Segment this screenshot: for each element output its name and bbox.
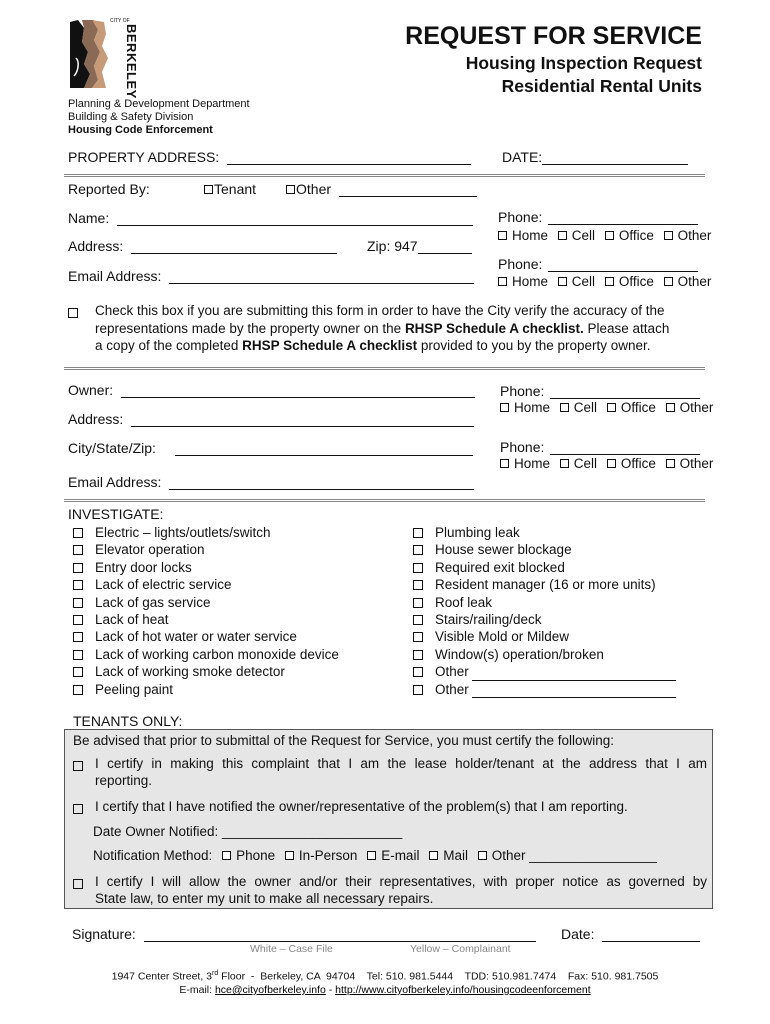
phone-field[interactable]	[548, 257, 698, 272]
other-phone-checkbox[interactable]	[664, 277, 673, 286]
email-link[interactable]: hce@cityofberkeley.info	[214, 984, 326, 996]
phone-field[interactable]	[548, 210, 698, 225]
dept-line-2: Building & Safety Division	[68, 111, 194, 123]
method-email-checkbox[interactable]	[367, 851, 376, 860]
list-item[interactable]: Elevator operation	[73, 541, 339, 558]
cert3-text: I certify I will allow the owner and/or their representatives, with proper notice as governed by State law, to enter my unit to make all necessary repairs.	[95, 874, 707, 906]
reporter-phone-2	[498, 256, 698, 272]
checkbox[interactable]	[413, 528, 423, 538]
copy-yellow: Yellow – Complainant	[410, 943, 511, 955]
cell-label: Cell	[573, 400, 598, 415]
phone-field[interactable]	[550, 384, 700, 399]
email-field[interactable]	[169, 269, 474, 284]
reporter-phone-1	[498, 209, 698, 225]
rhsp-text	[95, 302, 669, 355]
tenants-advised: Be advised that prior to submittal of the Request for Service, you must certify the following:	[73, 733, 615, 748]
investigate-left-list	[73, 524, 339, 698]
date-label: DATE:	[502, 149, 543, 165]
property-address-field[interactable]	[227, 150, 471, 165]
date-field[interactable]	[542, 150, 688, 165]
rhsp-line-2: representations made by the property owner on the RHSP Schedule A checklist. Please attach	[95, 320, 670, 336]
home-checkbox[interactable]	[500, 403, 509, 412]
tenant-label: Tenant	[214, 181, 257, 197]
name-label: Name:	[68, 210, 110, 226]
owner-phone-2-options	[500, 456, 713, 471]
property-address-row	[68, 149, 471, 165]
signature-field[interactable]	[144, 927, 536, 942]
method-mail-label: Mail	[443, 848, 468, 863]
phone-label: Phone:	[498, 256, 543, 272]
home-label: Home	[514, 400, 551, 415]
owner-address-row	[68, 411, 474, 427]
list-item[interactable]: Visible Mold or Mildew	[413, 628, 676, 645]
date-owner-notified[interactable]: Date Owner Notified: ________________________	[93, 824, 403, 839]
office-label: Office	[618, 274, 654, 289]
method-other-label[interactable]: Other _________________	[491, 848, 657, 863]
checkbox[interactable]	[413, 580, 423, 590]
reported-by-label: Reported By:	[68, 181, 150, 197]
owner-email-field[interactable]	[169, 475, 474, 490]
rhsp-line-1: Check this box if you are submitting this form in order to have the City verify the accuracy of the	[95, 303, 665, 318]
tenants-heading: TENANTS ONLY:	[73, 713, 183, 729]
dept-line-3: Housing Code Enforcement	[68, 124, 213, 136]
website-link[interactable]: http://www.cityofberkeley.info/housingcodeenforcement	[335, 984, 591, 996]
checkbox[interactable]	[413, 685, 423, 695]
address-label: Address:	[68, 238, 124, 254]
list-item[interactable]: Roof leak	[413, 594, 676, 611]
other-label: Other	[296, 181, 332, 197]
checkbox[interactable]	[73, 667, 83, 677]
other-phone-label: Other	[677, 228, 712, 243]
tenant-option[interactable]	[204, 181, 256, 197]
method-mail-checkbox[interactable]	[429, 851, 438, 860]
checkbox[interactable]	[413, 545, 423, 555]
home-label: Home	[512, 228, 549, 243]
tenant-checkbox[interactable]	[204, 185, 213, 194]
email-label: Email Address:	[68, 268, 162, 284]
divider	[64, 174, 705, 177]
reporter-email-row	[68, 268, 474, 284]
method-label: Notification Method:	[93, 848, 213, 863]
owner-city-row	[68, 440, 473, 456]
dept-line-1: Planning & Development Department	[68, 98, 250, 110]
logo-city-of: CITY OF	[110, 18, 130, 24]
footer-address: 1947 Center Street, 3rd Floor - Berkeley, CA 94704 Tel: 510. 981.5444 TDD: 510.981.7474 Fax: 510. 981.7505	[111, 970, 659, 983]
owner-city-label: City/State/Zip:	[68, 440, 156, 456]
phone-field[interactable]	[550, 440, 700, 455]
checkbox[interactable]	[73, 632, 83, 642]
phone-2-options	[498, 274, 711, 289]
owner-address-label: Address:	[68, 411, 124, 427]
method-other-checkbox[interactable]	[478, 851, 487, 860]
method-phone-checkbox[interactable]	[222, 851, 231, 860]
office-checkbox[interactable]	[607, 459, 616, 468]
home-checkbox[interactable]	[498, 277, 507, 286]
list-item[interactable]: Peeling paint	[73, 681, 339, 698]
list-item[interactable]: Lack of working smoke detector	[73, 663, 339, 680]
zip-label: Zip: 947	[367, 238, 418, 254]
rhsp-checkbox[interactable]	[68, 304, 86, 322]
other-phone-checkbox[interactable]	[666, 459, 675, 468]
owner-email-label: Email Address:	[68, 474, 162, 490]
checkbox[interactable]	[413, 598, 423, 608]
list-item[interactable]: Electric – lights/outlets/switch	[73, 524, 339, 541]
list-item[interactable]: Resident manager (16 or more units)	[413, 576, 676, 593]
city-logo	[68, 18, 139, 99]
list-item[interactable]: Lack of electric service	[73, 576, 339, 593]
phone-label: Phone:	[500, 439, 545, 455]
checkbox[interactable]	[73, 615, 83, 625]
checkbox[interactable]	[413, 615, 423, 625]
other-phone-label: Other	[679, 456, 714, 471]
checkbox[interactable]	[413, 667, 423, 677]
name-field[interactable]	[117, 211, 473, 226]
page-title: REQUEST FOR SERVICE	[405, 22, 702, 50]
list-item[interactable]: Lack of heat	[73, 611, 339, 628]
checkbox[interactable]	[413, 650, 423, 660]
home-label: Home	[512, 274, 549, 289]
footer-contact: E-mail: hce@cityofberkeley.info - http://www.cityofberkeley.info/housingcodeenforcement	[179, 984, 591, 996]
cert2-checkbox[interactable]	[73, 800, 91, 818]
cell-label: Cell	[571, 274, 596, 289]
owner-label: Owner:	[68, 382, 114, 398]
cert2-text: I certify that I have notified the owner/representative of the problem(s) that I am reporting.	[95, 799, 628, 814]
list-item[interactable]: Entry door locks	[73, 559, 339, 576]
owner-address-field[interactable]	[131, 412, 474, 427]
checkbox[interactable]	[73, 563, 83, 573]
cell-checkbox[interactable]	[560, 459, 569, 468]
logo-berkeley: BERKELEY	[124, 24, 139, 99]
other-option[interactable]	[286, 181, 477, 197]
signature-date-row	[561, 926, 700, 942]
list-item[interactable]: Other	[413, 663, 676, 680]
cert1-checkbox[interactable]	[73, 757, 91, 775]
method-email-label: E-mail	[381, 848, 420, 863]
home-checkbox[interactable]	[500, 459, 509, 468]
office-label: Office	[620, 456, 656, 471]
property-address-label: PROPERTY ADDRESS:	[68, 149, 220, 165]
investigate-heading: INVESTIGATE:	[68, 506, 164, 522]
checkbox[interactable]	[73, 650, 83, 660]
page-subtitle-1: Housing Inspection Request	[465, 53, 702, 73]
list-item[interactable]: Plumbing leak	[413, 524, 676, 541]
other-phone-checkbox[interactable]	[666, 403, 675, 412]
investigate-right-list	[413, 524, 676, 698]
list-item[interactable]: Stairs/railing/deck	[413, 611, 676, 628]
signature-row	[72, 926, 536, 942]
owner-field[interactable]	[121, 383, 475, 398]
other-field[interactable]	[472, 667, 676, 681]
divider	[64, 499, 705, 502]
reporter-name-row	[68, 210, 473, 226]
date-row	[502, 149, 688, 165]
address-field[interactable]	[131, 239, 337, 254]
zip-field[interactable]	[418, 239, 472, 254]
cell-checkbox[interactable]	[558, 231, 567, 240]
cert1-text: I certify in making this complaint that I am the lease holder/tenant at the address that I am reporting.	[95, 756, 707, 788]
owner-row	[68, 382, 475, 398]
phone-1-options	[498, 228, 711, 243]
office-checkbox[interactable]	[607, 403, 616, 412]
notification-method	[93, 847, 657, 864]
office-checkbox[interactable]	[605, 231, 614, 240]
checkbox[interactable]	[413, 563, 423, 573]
other-checkbox[interactable]	[286, 185, 295, 194]
checkbox[interactable]	[73, 598, 83, 608]
other-field[interactable]	[339, 182, 477, 197]
other-field[interactable]	[472, 684, 676, 698]
cell-checkbox[interactable]	[560, 403, 569, 412]
copy-white: White – Case File	[250, 943, 333, 955]
home-checkbox[interactable]	[498, 231, 507, 240]
method-phone-label: Phone	[236, 848, 276, 863]
checkbox[interactable]	[73, 580, 83, 590]
zip-row	[367, 238, 472, 254]
checkbox[interactable]	[73, 685, 83, 695]
rhsp-line-3: a copy of the completed RHSP Schedule A checklist provided to you by the property owner.	[95, 338, 651, 353]
checkbox[interactable]	[413, 632, 423, 642]
list-item[interactable]: Lack of gas service	[73, 594, 339, 611]
page-subtitle-2: Residential Rental Units	[501, 76, 702, 96]
owner-phone-2	[500, 439, 700, 455]
other-phone-label: Other	[677, 274, 712, 289]
owner-email-row	[68, 474, 474, 490]
cell-checkbox[interactable]	[558, 277, 567, 286]
cell-label: Cell	[573, 456, 598, 471]
list-item[interactable]: Required exit blocked	[413, 559, 676, 576]
checkbox[interactable]	[73, 528, 83, 538]
list-item[interactable]: Lack of working carbon monoxide device	[73, 646, 339, 663]
home-label: Home	[514, 456, 551, 471]
reporter-address-row	[68, 238, 337, 254]
phone-label: Phone:	[500, 383, 545, 399]
cert3-checkbox[interactable]	[73, 875, 91, 893]
office-label: Office	[618, 228, 654, 243]
other-phone-label: Other	[679, 400, 714, 415]
owner-city-field[interactable]	[175, 441, 473, 456]
method-inperson-label: In-Person	[298, 848, 358, 863]
office-checkbox[interactable]	[605, 277, 614, 286]
list-item[interactable]: Lack of hot water or water service	[73, 628, 339, 645]
office-label: Office	[620, 400, 656, 415]
divider	[64, 367, 705, 370]
cell-label: Cell	[571, 228, 596, 243]
method-inperson-checkbox[interactable]	[285, 851, 294, 860]
signature-label: Signature:	[72, 926, 136, 942]
checkbox[interactable]	[73, 545, 83, 555]
list-item[interactable]: Other	[413, 681, 676, 698]
phone-label: Phone:	[498, 209, 543, 225]
owner-phone-1	[500, 383, 700, 399]
list-item[interactable]: Window(s) operation/broken	[413, 646, 676, 663]
signature-date-label: Date:	[561, 926, 595, 942]
list-item[interactable]: House sewer blockage	[413, 541, 676, 558]
other-phone-checkbox[interactable]	[664, 231, 673, 240]
owner-phone-1-options	[500, 400, 713, 415]
signature-date-field[interactable]	[602, 927, 700, 942]
